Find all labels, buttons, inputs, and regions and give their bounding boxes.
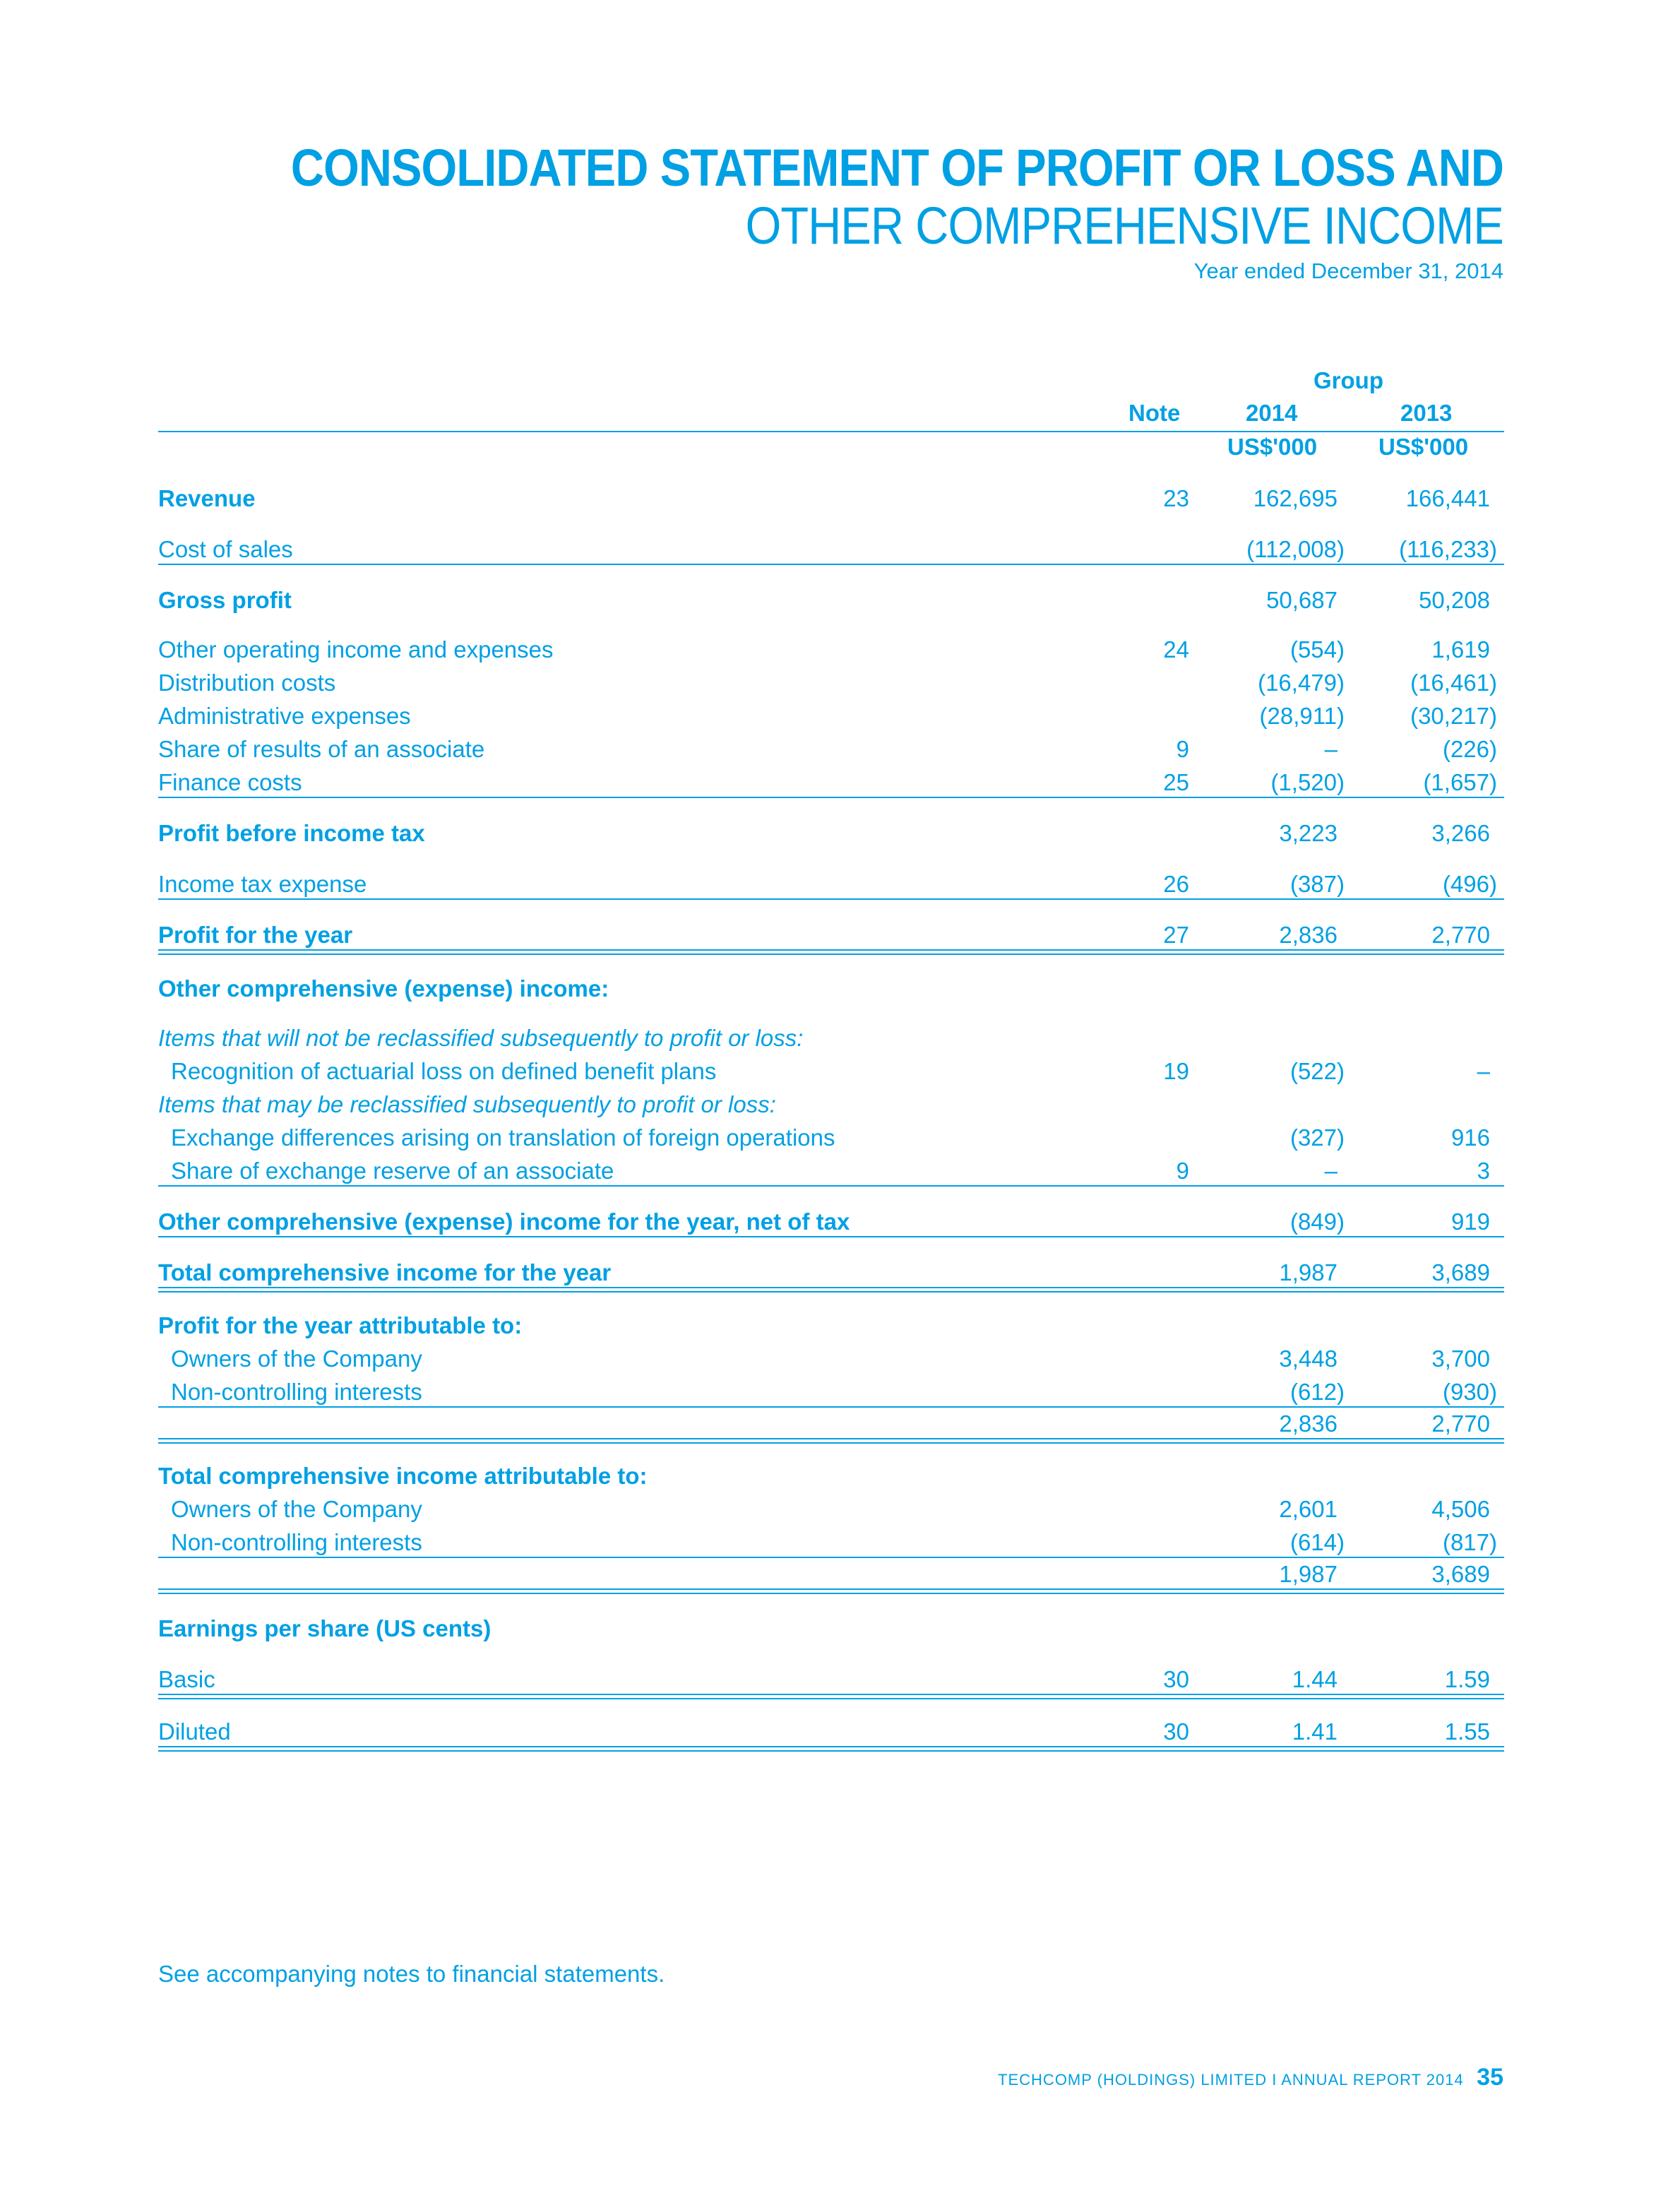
year-2014-header: 2014 (1246, 400, 1298, 426)
value-2013: (30,217) (1410, 703, 1497, 729)
table-row (158, 1343, 1504, 1374)
row-double-rule (158, 949, 1504, 951)
value-2013: 3,700 (1431, 1346, 1490, 1372)
value-2013: 2,770 (1431, 1410, 1490, 1437)
value-2014: (387) (1289, 871, 1345, 897)
group-header: Group (1313, 367, 1383, 393)
value-2014: 2,836 (1279, 922, 1338, 948)
value-2013: – (1477, 1058, 1490, 1084)
row-note: 9 (1176, 736, 1189, 762)
value-2013: 919 (1450, 1208, 1490, 1235)
value-2014: (849) (1289, 1208, 1345, 1235)
row-label: Administrative expenses (158, 703, 411, 729)
value-2014: 1,987 (1279, 1259, 1338, 1285)
table-row (158, 1310, 1504, 1341)
row-label: Other operating income and expenses (158, 636, 554, 663)
row-label: Total comprehensive income for the year (158, 1259, 612, 1285)
row-rule (158, 1185, 1504, 1187)
row-rule (158, 898, 1504, 900)
page-title (20, 138, 1503, 287)
table-row (158, 585, 1504, 616)
value-2013: (16,461) (1410, 670, 1497, 696)
value-2013: (817) (1442, 1529, 1497, 1555)
unit-2013-header: US$'000 (1378, 434, 1469, 460)
row-note: 30 (1163, 1718, 1189, 1745)
value-2014: 50,687 (1266, 587, 1338, 613)
table-row (158, 920, 1504, 951)
table-row (158, 1461, 1504, 1492)
value-2014: 2,836 (1279, 1410, 1338, 1437)
header-rule (158, 431, 1504, 432)
value-2014: (522) (1289, 1058, 1345, 1084)
value-2013: 4,506 (1431, 1496, 1490, 1522)
row-label: Income tax expense (158, 871, 367, 897)
value-2013: (496) (1442, 871, 1497, 897)
period-label: Year ended December 31, 2014 (1193, 259, 1503, 283)
row-label: Gross profit (158, 587, 292, 613)
row-label: Other comprehensive (expense) income: (158, 975, 609, 1002)
row-label: Share of exchange reserve of an associate (171, 1158, 614, 1184)
row-label: Cost of sales (158, 536, 293, 562)
table-row (158, 1156, 1504, 1187)
value-2014: (327) (1289, 1124, 1345, 1151)
value-2014: 1,987 (1279, 1561, 1338, 1587)
footer-text: TECHCOMP (HOLDINGS) LIMITED I ANNUAL REPORT 2014 (998, 2071, 1464, 2089)
table-row (158, 1056, 1504, 1087)
value-2014: 1.41 (1292, 1718, 1338, 1745)
table-row (158, 1559, 1504, 1590)
value-2013: 2,770 (1431, 922, 1490, 948)
row-note: 24 (1163, 636, 1189, 663)
table-row (158, 1122, 1504, 1153)
row-double-rule (158, 1588, 1504, 1590)
table-row (158, 1613, 1504, 1644)
row-label: Items that may be reclassified subsequently to profit or loss: (158, 1091, 776, 1117)
footnote: See accompanying notes to financial statements. (158, 1961, 665, 1987)
row-rule (158, 1406, 1504, 1408)
value-2013: 3,266 (1431, 820, 1490, 846)
row-double-rule (158, 1694, 1504, 1695)
value-2013: 3,689 (1431, 1561, 1490, 1587)
value-2014: (16,479) (1258, 670, 1345, 696)
row-note: 9 (1176, 1158, 1189, 1184)
table-row (158, 667, 1504, 699)
row-rule (158, 1557, 1504, 1558)
page-number: 35 (1477, 2064, 1503, 2091)
value-2013: (226) (1442, 736, 1497, 762)
row-note: 27 (1163, 922, 1189, 948)
row-note: 30 (1163, 1666, 1189, 1692)
row-note: 23 (1163, 485, 1189, 511)
value-2013: (116,233) (1399, 536, 1497, 562)
year-2013-header: 2013 (1400, 400, 1453, 426)
row-label: Profit before income tax (158, 820, 425, 846)
title-line-2: OTHER COMPREHENSIVE INCOME (745, 196, 1503, 255)
note-header: Note (1128, 400, 1181, 426)
value-2013: 3,689 (1431, 1259, 1490, 1285)
table-row (158, 1206, 1504, 1237)
value-2014: (554) (1289, 636, 1345, 663)
value-2014: 162,695 (1253, 485, 1338, 511)
row-rule (158, 564, 1504, 565)
value-2014: (612) (1289, 1379, 1345, 1405)
row-label: Distribution costs (158, 670, 336, 696)
table-row (158, 818, 1504, 849)
row-note: 25 (1163, 769, 1189, 795)
value-2014: – (1324, 1158, 1338, 1184)
row-label: Owners of the Company (171, 1346, 422, 1372)
value-2014: (614) (1289, 1529, 1345, 1555)
row-label: Revenue (158, 485, 256, 511)
row-label: Basic (158, 1666, 215, 1692)
table-row (158, 1716, 1504, 1747)
table-row (158, 734, 1504, 765)
value-2014: 3,223 (1279, 820, 1338, 846)
unit-2014-header: US$'000 (1227, 434, 1318, 460)
row-label: Profit for the year attributable to: (158, 1312, 523, 1338)
value-2013: 3 (1477, 1158, 1490, 1184)
row-label: Owners of the Company (171, 1496, 422, 1522)
value-2014: – (1324, 736, 1338, 762)
value-2014: 3,448 (1279, 1346, 1338, 1372)
row-double-rule (158, 1287, 1504, 1288)
row-note: 26 (1163, 871, 1189, 897)
value-2013: 1.59 (1444, 1666, 1490, 1692)
table-row (158, 1257, 1504, 1288)
value-2013: 166,441 (1405, 485, 1490, 511)
row-label: Non-controlling interests (171, 1529, 422, 1555)
row-label: Items that will not be reclassified subsequently to profit or loss: (158, 1025, 804, 1051)
value-2013: (1,657) (1423, 769, 1497, 795)
value-2014: (28,911) (1259, 703, 1345, 729)
table-row (158, 1023, 1504, 1054)
row-label: Diluted (158, 1718, 231, 1745)
table-row (158, 1664, 1504, 1695)
table-row (158, 701, 1504, 732)
table-row (158, 1377, 1504, 1408)
row-double-rule (158, 1438, 1504, 1439)
title-line-1: CONSOLIDATED STATEMENT OF PROFIT OR LOSS AND (290, 138, 1503, 197)
value-2013: 916 (1450, 1124, 1490, 1151)
table-row (158, 1494, 1504, 1525)
row-label: Finance costs (158, 769, 302, 795)
row-label: Earnings per share (US cents) (158, 1615, 492, 1641)
value-2013: 50,208 (1419, 587, 1490, 613)
value-2014: 2,601 (1279, 1496, 1338, 1522)
row-note: 19 (1163, 1058, 1189, 1084)
table-row (158, 634, 1504, 665)
page-footer (998, 2064, 1503, 2091)
table-row (158, 483, 1504, 514)
value-2014: 1.44 (1292, 1666, 1338, 1692)
table-row (158, 973, 1504, 1004)
value-2013: (930) (1442, 1379, 1497, 1405)
row-rule (158, 1236, 1504, 1237)
value-2013: 1,619 (1431, 636, 1490, 663)
row-label: Other comprehensive (expense) income for the year, net of tax (158, 1208, 850, 1235)
row-label: Recognition of actuarial loss on defined benefit plans (171, 1058, 717, 1084)
row-rule (158, 797, 1504, 798)
table-row (158, 767, 1504, 798)
table-row (158, 1527, 1504, 1558)
row-label: Profit for the year (158, 922, 353, 948)
row-double-rule (158, 1746, 1504, 1747)
table-row (158, 869, 1504, 900)
row-label: Total comprehensive income attributable to: (158, 1463, 648, 1489)
value-2014: (1,520) (1270, 769, 1345, 795)
row-label: Exchange differences arising on translation of foreign operations (171, 1124, 835, 1151)
value-2014: (112,008) (1246, 536, 1345, 562)
row-label: Share of results of an associate (158, 736, 485, 762)
table-row (158, 1089, 1504, 1120)
row-label: Non-controlling interests (171, 1379, 422, 1405)
table-row (158, 1408, 1504, 1439)
table-row (158, 534, 1504, 565)
value-2013: 1.55 (1444, 1718, 1490, 1745)
